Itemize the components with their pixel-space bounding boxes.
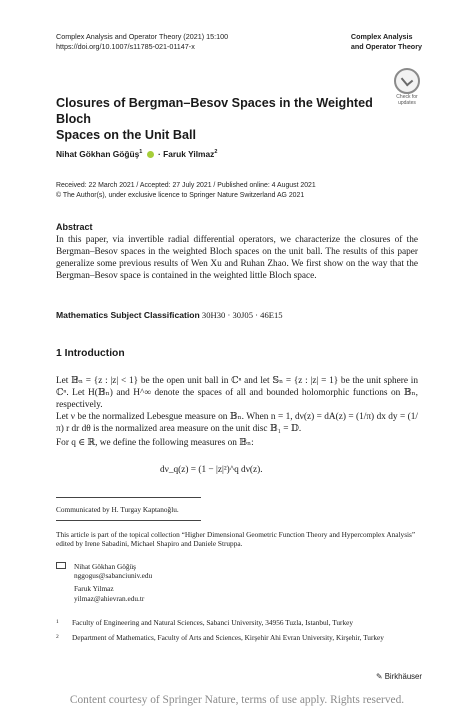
- affiliation: [56, 633, 418, 642]
- display-equation: dν_q(z) = (1 − |z|²)^q dν(z).: [160, 465, 263, 475]
- running-header: [56, 32, 228, 52]
- contact-email[interactable]: nggogus@sabanciuniv.edu: [74, 571, 153, 581]
- copyright-line: © The Author(s), under exclusive licence to Springer Nature Switzerland AG 2021: [56, 191, 305, 199]
- copyright-footer: Content courtesy of Springer Nature, terms of use apply. Rights reserved.: [69, 694, 405, 706]
- birkhauser-icon: ✎: [376, 672, 385, 681]
- communicated-by: Communicated by H. Turgay Kaptanoğlu.: [56, 505, 179, 514]
- contact-name: Faruk Yilmaz: [74, 584, 114, 594]
- author-name[interactable]: Faruk Yilmaz: [163, 149, 215, 159]
- check-for-updates-badge[interactable]: [390, 68, 424, 104]
- check-updates-icon: [394, 68, 420, 94]
- affiliation-marker: 2: [214, 149, 218, 156]
- orcid-icon[interactable]: [147, 151, 154, 158]
- footnote-divider: [56, 520, 201, 521]
- section-heading: 1 Introduction: [56, 348, 125, 359]
- badge-label: Check for updates: [396, 94, 418, 106]
- corresponding-authors: [56, 562, 152, 603]
- doi-link[interactable]: https://doi.org/10.1007/s11785-021-01147-x: [56, 42, 195, 51]
- envelope-icon: [56, 562, 66, 569]
- affiliation-number: 2: [56, 634, 59, 640]
- msc-codes: 30H30 · 30J05 · 46E15: [201, 310, 283, 320]
- publisher-logo: ✎ Birkhäuser: [376, 672, 422, 681]
- journal-name: [351, 32, 422, 52]
- abstract-text: In this paper, via invertible radial differential operators, we characterize the closures of the Bergman–Besov spaces in the weighted Bloch spaces on the unit ball. The results of this paper generalize some previous results of Wen Xu and Ruhan Zhao. We first show on the way that the Bergman–Besov space is contained in the weighted little Bloch space.: [56, 235, 418, 281]
- article-history: [56, 181, 316, 200]
- contact-name: Nihat Gökhan Göğüş: [74, 562, 137, 571]
- msc-label: Mathematics Subject Classification: [56, 310, 200, 320]
- intro-paragraph: Let 𝔹ₙ = {z : |z| < 1} be the open unit ball in ℂⁿ and let 𝕊ₙ = {z : |z| = 1} be the unit sphere in ℂⁿ. Let H(𝔹ₙ) and H^∞ denote the spaces of all and bounded holomorphic functions on 𝔹ₙ, respectively.: [56, 376, 418, 410]
- contact-email[interactable]: yilmaz@ahievran.edu.tr: [74, 593, 145, 603]
- abstract-heading: Abstract: [56, 222, 93, 232]
- affiliation-marker: 1: [139, 149, 143, 156]
- author-name[interactable]: Nihat Gökhan Göğüş: [56, 149, 140, 159]
- journal-name-line2: and Operator Theory: [350, 42, 422, 51]
- msc-line: [56, 310, 283, 320]
- publication-dates: Received: 22 March 2021 / Accepted: 27 July 2021 / Published online: 4 August 2021: [56, 182, 316, 189]
- affiliation-text: Faculty of Engineering and Natural Sciences, Sabanci University, 34956 Tuzla, Istanbul, Turkey: [72, 618, 354, 627]
- affiliation-number: 1: [56, 619, 59, 625]
- intro-paragraph: Let ν be the normalized Lebesgue measure on 𝔹ₙ. When n = 1, dν(z) = dA(z) = (1/π) dx dy = (1/π) r dr dθ is the normalized area measure on the unit disc 𝔹₁ = 𝔻.: [56, 412, 418, 434]
- author-separator: ·: [158, 149, 161, 159]
- article-title: Closures of Bergman–Besov Spaces in the Weighted Bloch Spaces on the Unit Ball: [56, 96, 373, 142]
- affiliation-text: Department of Mathematics, Faculty of Arts and Sciences, Kirşehir Ahi Evran University, Kirşehir, Turkey: [72, 633, 384, 642]
- journal-name-line1: Complex Analysis: [350, 32, 413, 41]
- footnote-divider: [56, 497, 201, 498]
- journal-citation: Complex Analysis and Operator Theory (2021) 15:100: [56, 32, 229, 41]
- affiliation: [56, 618, 418, 627]
- collection-note: This article is part of the topical collection “Higher Dimensional Geometric Function Theory and Hypercomplex Analysis” edited by Irene Sabadini, Michael Shapiro and Daniele Struppa.: [56, 530, 416, 549]
- intro-paragraph: For q ∈ ℝ, we define the following measures on 𝔹ₙ:: [56, 438, 254, 448]
- author-list: [56, 149, 217, 159]
